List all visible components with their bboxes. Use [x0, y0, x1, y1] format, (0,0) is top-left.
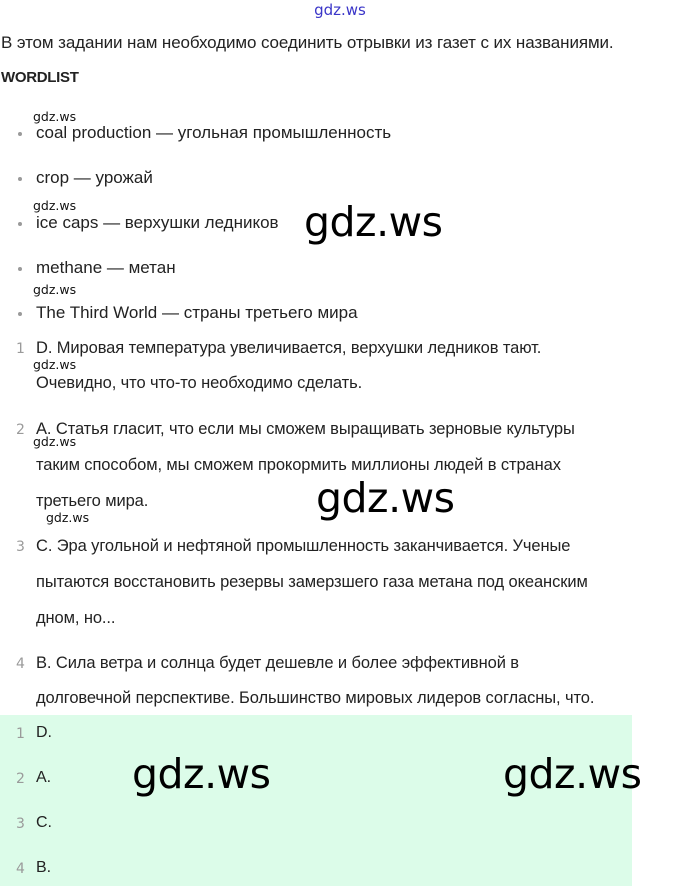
- list-number: 2: [16, 422, 25, 438]
- wordlist-item: ice caps — верхушки ледников: [36, 213, 279, 232]
- watermark-small: gdz.ws: [33, 357, 77, 372]
- translation-line: дном, но...: [36, 609, 116, 627]
- watermark-large: gdz.ws: [304, 198, 443, 246]
- watermark-small: gdz.ws: [33, 198, 77, 213]
- answer-number: 1: [16, 726, 25, 742]
- bullet-icon: [18, 312, 22, 316]
- answer-letter: C.: [36, 814, 52, 831]
- translation-line: долговечной перспективе. Большинство мировых лидеров согласны, что.: [36, 689, 595, 707]
- watermark-top: gdz.ws: [314, 1, 366, 19]
- answer-letter: D.: [36, 724, 52, 741]
- watermark-large: gdz.ws: [503, 750, 642, 798]
- translation-line: D. Мировая температура увеличивается, верхушки ледников тают.: [36, 339, 542, 357]
- translation-line: таким способом, мы сможем прокормить миллионы людей в странах: [36, 456, 561, 474]
- answer-number: 4: [16, 861, 25, 877]
- wordlist-item: crop — урожай: [36, 168, 153, 187]
- bullet-icon: [18, 267, 22, 271]
- translation-line: A. Статья гласит, что если мы сможем выращивать зерновые культуры: [36, 420, 575, 438]
- bullet-icon: [18, 222, 22, 226]
- watermark-large: gdz.ws: [132, 750, 271, 798]
- translation-line: Очевидно, что что-то необходимо сделать.: [36, 374, 363, 392]
- bullet-icon: [18, 132, 22, 136]
- list-number: 4: [16, 656, 25, 672]
- translation-line: третьего мира.: [36, 492, 149, 510]
- list-number: 1: [16, 341, 25, 357]
- watermark-small: gdz.ws: [46, 510, 90, 525]
- translation-line: B. Сила ветра и солнца будет дешевле и более эффективной в: [36, 654, 519, 672]
- wordlist-item: coal production — угольная промышленность: [36, 123, 392, 142]
- answer-letter: B.: [36, 859, 52, 876]
- answers-block: [0, 715, 632, 886]
- translation-line: пытаются восстановить резервы замерзшего газа метана под океанским: [36, 573, 588, 591]
- wordlist-item: The Third World — страны третьего мира: [36, 303, 358, 322]
- answer-number: 3: [16, 816, 25, 832]
- watermark-small: gdz.ws: [33, 109, 77, 124]
- answer-number: 2: [16, 771, 25, 787]
- watermark-small: gdz.ws: [33, 434, 77, 449]
- translation-line: C. Эра угольной и нефтяной промышленность заканчивается. Ученые: [36, 537, 571, 555]
- bullet-icon: [18, 177, 22, 181]
- watermark-small: gdz.ws: [33, 282, 77, 297]
- wordlist-title: WORDLIST: [1, 69, 79, 86]
- watermark-large: gdz.ws: [316, 474, 455, 522]
- list-number: 3: [16, 539, 25, 555]
- intro-text: В этом задании нам необходимо соединить отрывки из газет с их названиями.: [1, 33, 614, 52]
- answer-letter: A.: [36, 769, 52, 786]
- wordlist-item: methane — метан: [36, 258, 176, 277]
